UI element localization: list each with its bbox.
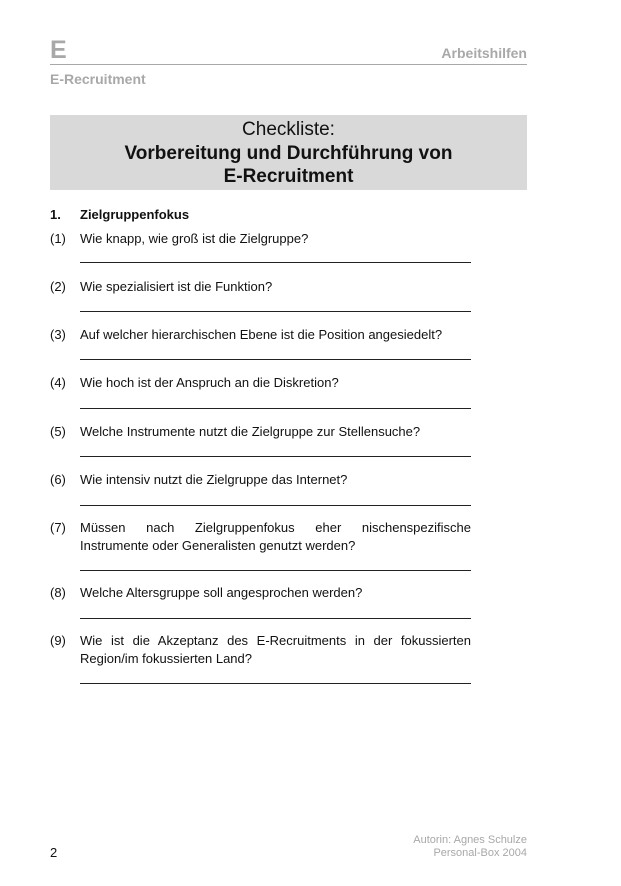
question-number: (3) [50,327,66,342]
header-divider [50,64,527,65]
footer-author: Autorin: Agnes Schulze [413,834,527,846]
title-line-1: Checkliste: [242,119,335,140]
answer-line[interactable] [80,618,471,619]
question-text: Wie spezialisiert ist die Funktion? [80,279,273,294]
section-label: Arbeitshilfen [441,45,527,61]
footer-credits [413,834,527,860]
question-text: Wie hoch ist der Anspruch an die Diskretion? [80,375,339,390]
page-number: 2 [50,845,58,860]
title-box [50,115,527,190]
answer-line[interactable] [80,505,471,506]
question-text: Auf welcher hierarchischen Ebene ist die Position angesiedelt? [80,327,443,342]
question-number: (5) [50,424,66,439]
answer-line[interactable] [80,456,471,457]
question-text: Welche Altersgruppe soll angesprochen werden? [80,585,363,600]
question-number: (7) [50,520,66,535]
question-text: Wie ist die Akzeptanz des E-Recruitments in der fokussierten Region/im fokussierten Land? [80,633,471,666]
answer-line[interactable] [80,570,471,571]
question-number: (2) [50,279,66,294]
answer-line[interactable] [80,408,471,409]
answer-line[interactable] [80,262,471,263]
section-heading [50,206,189,223]
section-number: 1. [50,207,61,222]
title-line-3: E-Recruitment [223,166,354,187]
footer-publication: Personal-Box 2004 [433,847,527,859]
title-line-2: Vorbereitung und Durchführung von [124,143,453,164]
answer-line[interactable] [80,359,471,360]
answer-line[interactable] [80,683,471,684]
question-text: Welche Instrumente nutzt die Zielgruppe zur Stellensuche? [80,424,421,439]
question-number: (9) [50,633,66,648]
question-text: Wie intensiv nutzt die Zielgruppe das Internet? [80,472,348,487]
question-number: (8) [50,585,66,600]
question-text: Müssen nach Zielgruppenfokus eher nischenspezifische Instrumente oder Generalisten genutzt werden? [80,520,471,553]
chapter-subtitle: E-Recruitment [50,71,146,87]
question-number: (1) [50,231,66,246]
question-number: (6) [50,472,66,487]
section-heading-text: Zielgruppenfokus [80,207,190,222]
chapter-letter: E [50,36,67,64]
answer-line[interactable] [80,311,471,312]
question-text: Wie knapp, wie groß ist die Zielgruppe? [80,231,309,246]
question-number: (4) [50,375,66,390]
